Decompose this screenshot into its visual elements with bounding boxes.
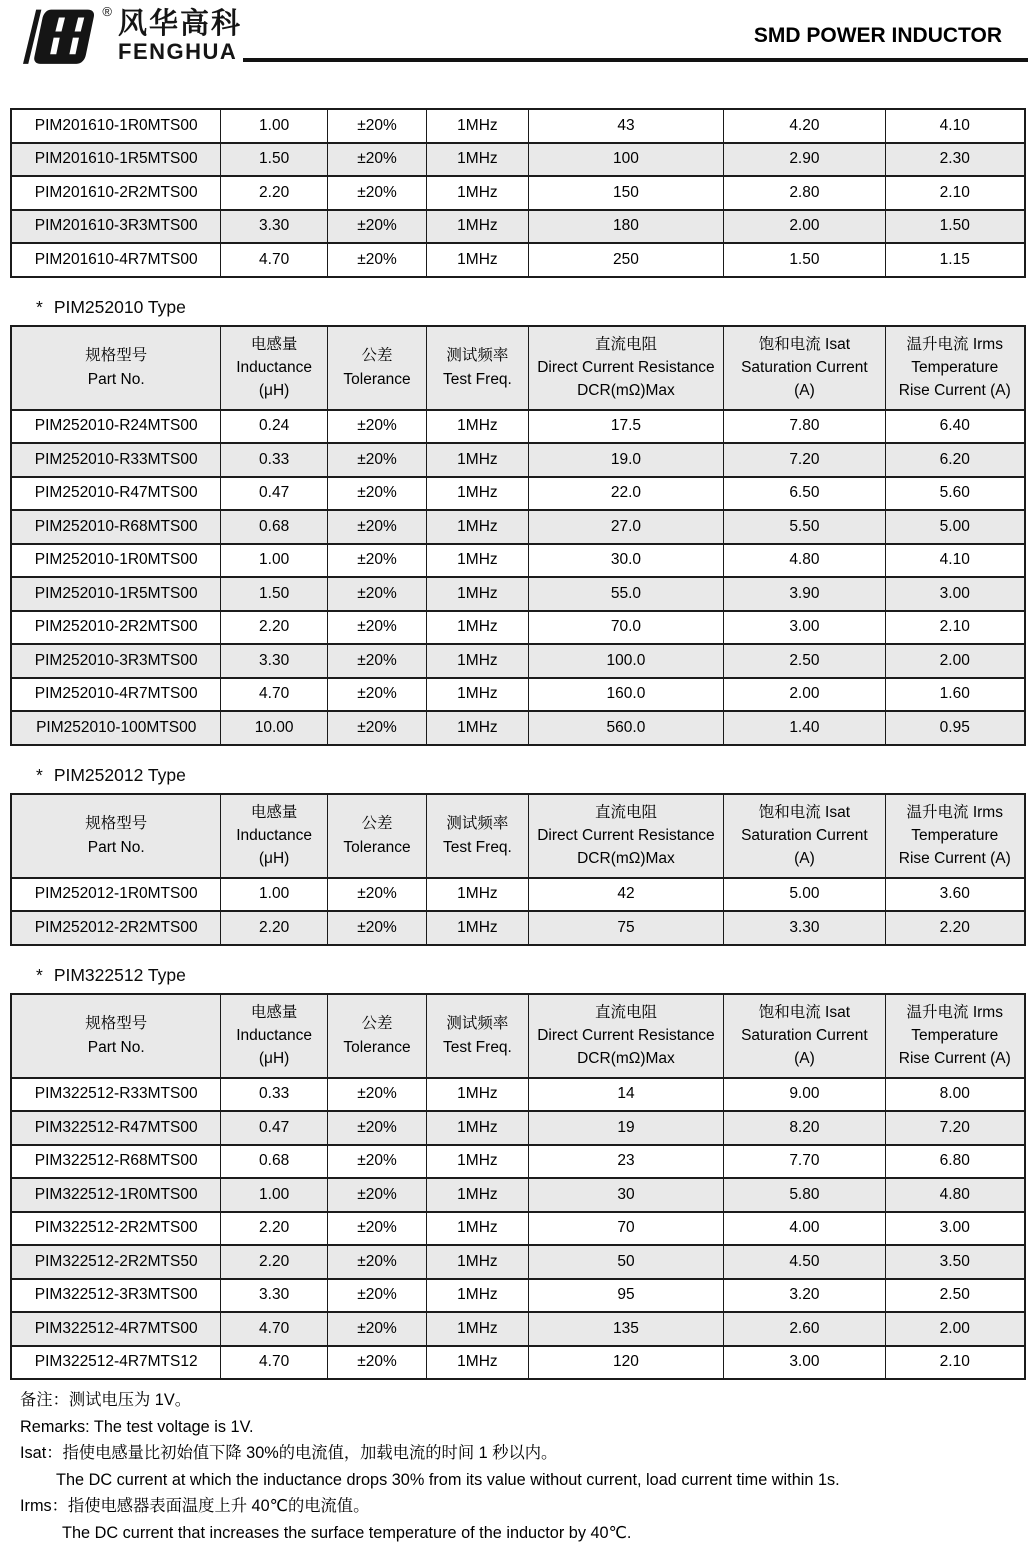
- cell-inductance: 2.20: [221, 176, 327, 210]
- col-header-isat: 饱和电流 Isat Saturation Current (A): [724, 994, 885, 1078]
- cell-dcr: 50: [528, 1245, 724, 1279]
- cell-irms: 4.10: [885, 109, 1025, 143]
- cell-part-no: PIM252010-2R2MTS00: [11, 611, 221, 645]
- cell-part-no: PIM322512-2R2MTS50: [11, 1245, 221, 1279]
- cell-isat: 4.50: [724, 1245, 885, 1279]
- table-row: [11, 1312, 1025, 1346]
- cell-irms: 5.60: [885, 477, 1025, 511]
- table-row: [11, 644, 1025, 678]
- cell-isat: 1.40: [724, 711, 885, 745]
- cell-dcr: 27.0: [528, 510, 724, 544]
- col-header-isat: 饱和电流 Isat Saturation Current (A): [724, 794, 885, 878]
- cell-dcr: 43: [528, 109, 724, 143]
- cell-irms: 2.50: [885, 1279, 1025, 1313]
- cell-part-no: PIM322512-3R3MTS00: [11, 1279, 221, 1313]
- fenghua-logo: [16, 6, 108, 64]
- cell-part-no: PIM252010-1R5MTS00: [11, 577, 221, 611]
- table-header-row: [11, 994, 1025, 1078]
- cell-dcr: 42: [528, 878, 724, 912]
- cell-test-freq: 1MHz: [427, 510, 528, 544]
- cell-inductance: 2.20: [221, 911, 327, 945]
- col-header-dcr: 直流电阻 Direct Current Resistance DCR(mΩ)Max: [528, 994, 724, 1078]
- spec-table-pim201610: [10, 108, 1026, 278]
- cell-tolerance: ±20%: [327, 109, 426, 143]
- cell-inductance: 3.30: [221, 210, 327, 244]
- cell-isat: 7.80: [724, 410, 885, 444]
- cell-tolerance: ±20%: [327, 443, 426, 477]
- irms-note-cn: Irms：指使电感器表面温度上升 40℃的电流值。: [20, 1493, 1026, 1520]
- cell-test-freq: 1MHz: [427, 410, 528, 444]
- cell-part-no: PIM201610-3R3MTS00: [11, 210, 221, 244]
- cell-irms: 6.20: [885, 443, 1025, 477]
- cell-test-freq: 1MHz: [427, 210, 528, 244]
- cell-isat: 5.00: [724, 878, 885, 912]
- brand-name-english: FENGHUA: [118, 41, 242, 63]
- table-header-row: [11, 326, 1025, 410]
- cell-test-freq: 1MHz: [427, 577, 528, 611]
- cell-isat: 7.20: [724, 443, 885, 477]
- cell-dcr: 120: [528, 1346, 724, 1380]
- cell-tolerance: ±20%: [327, 1279, 426, 1313]
- cell-test-freq: 1MHz: [427, 1145, 528, 1179]
- cell-dcr: 55.0: [528, 577, 724, 611]
- spec-table-pim252012: [10, 793, 1026, 946]
- cell-dcr: 135: [528, 1312, 724, 1346]
- cell-test-freq: 1MHz: [427, 1312, 528, 1346]
- cell-tolerance: ±20%: [327, 1145, 426, 1179]
- cell-tolerance: ±20%: [327, 577, 426, 611]
- cell-part-no: PIM252010-R47MTS00: [11, 477, 221, 511]
- cell-isat: 2.90: [724, 143, 885, 177]
- datasheet-body: [10, 108, 1026, 1546]
- cell-part-no: PIM322512-R47MTS00: [11, 1111, 221, 1145]
- cell-irms: 2.00: [885, 644, 1025, 678]
- cell-inductance: 2.20: [221, 611, 327, 645]
- col-header-dcr: 直流电阻 Direct Current Resistance DCR(mΩ)Max: [528, 794, 724, 878]
- cell-test-freq: 1MHz: [427, 1279, 528, 1313]
- cell-tolerance: ±20%: [327, 1346, 426, 1380]
- table-row: [11, 210, 1025, 244]
- col-header-isat: 饱和电流 Isat Saturation Current (A): [724, 326, 885, 410]
- section-marker: *: [36, 965, 43, 986]
- cell-isat: 4.80: [724, 544, 885, 578]
- header-divider: [243, 58, 1028, 62]
- cell-part-no: PIM252012-2R2MTS00: [11, 911, 221, 945]
- col-header-irms: 温升电流 Irms Temperature Rise Current (A): [885, 794, 1025, 878]
- table-row: [11, 878, 1025, 912]
- cell-irms: 6.40: [885, 410, 1025, 444]
- cell-dcr: 19: [528, 1111, 724, 1145]
- cell-tolerance: ±20%: [327, 1078, 426, 1112]
- cell-dcr: 17.5: [528, 410, 724, 444]
- col-header-test-freq: 测试频率 Test Freq.: [427, 794, 528, 878]
- cell-irms: 3.50: [885, 1245, 1025, 1279]
- cell-inductance: 2.20: [221, 1245, 327, 1279]
- cell-tolerance: ±20%: [327, 1178, 426, 1212]
- cell-isat: 3.20: [724, 1279, 885, 1313]
- cell-test-freq: 1MHz: [427, 143, 528, 177]
- cell-inductance: 1.00: [221, 544, 327, 578]
- cell-test-freq: 1MHz: [427, 109, 528, 143]
- cell-dcr: 150: [528, 176, 724, 210]
- cell-irms: 4.80: [885, 1178, 1025, 1212]
- cell-test-freq: 1MHz: [427, 711, 528, 745]
- table-row: [11, 477, 1025, 511]
- cell-tolerance: ±20%: [327, 477, 426, 511]
- cell-tolerance: ±20%: [327, 711, 426, 745]
- cell-inductance: 1.00: [221, 878, 327, 912]
- cell-dcr: 19.0: [528, 443, 724, 477]
- cell-tolerance: ±20%: [327, 510, 426, 544]
- cell-isat: 5.50: [724, 510, 885, 544]
- cell-part-no: PIM252010-R68MTS00: [11, 510, 221, 544]
- cell-test-freq: 1MHz: [427, 878, 528, 912]
- cell-isat: 1.50: [724, 243, 885, 277]
- cell-dcr: 100: [528, 143, 724, 177]
- cell-dcr: 22.0: [528, 477, 724, 511]
- cell-irms: 2.20: [885, 911, 1025, 945]
- section-title: PIM322512 Type: [54, 965, 186, 986]
- cell-dcr: 160.0: [528, 678, 724, 712]
- cell-isat: 3.30: [724, 911, 885, 945]
- cell-test-freq: 1MHz: [427, 644, 528, 678]
- cell-tolerance: ±20%: [327, 1212, 426, 1246]
- table-row: [11, 109, 1025, 143]
- cell-inductance: 4.70: [221, 243, 327, 277]
- cell-isat: 3.90: [724, 577, 885, 611]
- cell-tolerance: ±20%: [327, 911, 426, 945]
- cell-tolerance: ±20%: [327, 410, 426, 444]
- cell-isat: 4.00: [724, 1212, 885, 1246]
- cell-irms: 2.10: [885, 611, 1025, 645]
- section-title: PIM252012 Type: [54, 765, 186, 786]
- cell-inductance: 0.47: [221, 1111, 327, 1145]
- cell-inductance: 0.68: [221, 1145, 327, 1179]
- cell-test-freq: 1MHz: [427, 477, 528, 511]
- cell-test-freq: 1MHz: [427, 1212, 528, 1246]
- cell-isat: 2.50: [724, 644, 885, 678]
- cell-tolerance: ±20%: [327, 1111, 426, 1145]
- table-row: [11, 1346, 1025, 1380]
- cell-part-no: PIM201610-2R2MTS00: [11, 176, 221, 210]
- cell-part-no: PIM322512-4R7MTS00: [11, 1312, 221, 1346]
- cell-part-no: PIM201610-1R0MTS00: [11, 109, 221, 143]
- cell-irms: 2.10: [885, 176, 1025, 210]
- cell-test-freq: 1MHz: [427, 1111, 528, 1145]
- cell-part-no: PIM252010-1R0MTS00: [11, 544, 221, 578]
- cell-test-freq: 1MHz: [427, 1178, 528, 1212]
- col-header-dcr: 直流电阻 Direct Current Resistance DCR(mΩ)Max: [528, 326, 724, 410]
- cell-tolerance: ±20%: [327, 878, 426, 912]
- section-marker: *: [36, 765, 43, 786]
- table-row: [11, 443, 1025, 477]
- cell-dcr: 23: [528, 1145, 724, 1179]
- col-header-irms: 温升电流 Irms Temperature Rise Current (A): [885, 326, 1025, 410]
- col-header-irms: 温升电流 Irms Temperature Rise Current (A): [885, 994, 1025, 1078]
- cell-isat: 5.80: [724, 1178, 885, 1212]
- cell-tolerance: ±20%: [327, 644, 426, 678]
- cell-test-freq: 1MHz: [427, 243, 528, 277]
- table-row: [11, 577, 1025, 611]
- col-header-part-no: 规格型号 Part No.: [11, 794, 221, 878]
- cell-part-no: PIM322512-R33MTS00: [11, 1078, 221, 1112]
- cell-tolerance: ±20%: [327, 678, 426, 712]
- cell-inductance: 3.30: [221, 644, 327, 678]
- col-header-part-no: 规格型号 Part No.: [11, 326, 221, 410]
- col-header-tolerance: 公差 Tolerance: [327, 994, 426, 1078]
- cell-dcr: 30.0: [528, 544, 724, 578]
- cell-part-no: PIM252010-3R3MTS00: [11, 644, 221, 678]
- cell-part-no: PIM201610-1R5MTS00: [11, 143, 221, 177]
- cell-irms: 1.50: [885, 210, 1025, 244]
- cell-test-freq: 1MHz: [427, 611, 528, 645]
- cell-isat: 2.00: [724, 678, 885, 712]
- cell-irms: 3.00: [885, 577, 1025, 611]
- cell-inductance: 4.70: [221, 1346, 327, 1380]
- table-row: [11, 410, 1025, 444]
- table-row: [11, 1111, 1025, 1145]
- table-row: [11, 1078, 1025, 1112]
- cell-test-freq: 1MHz: [427, 1078, 528, 1112]
- cell-dcr: 75: [528, 911, 724, 945]
- cell-irms: 5.00: [885, 510, 1025, 544]
- cell-inductance: 0.33: [221, 1078, 327, 1112]
- table-row: [11, 176, 1025, 210]
- table-row: [11, 1145, 1025, 1179]
- cell-test-freq: 1MHz: [427, 176, 528, 210]
- section-marker: *: [36, 297, 43, 318]
- cell-inductance: 1.00: [221, 1178, 327, 1212]
- cell-isat: 9.00: [724, 1078, 885, 1112]
- cell-isat: 4.20: [724, 109, 885, 143]
- cell-dcr: 95: [528, 1279, 724, 1313]
- isat-note-cn: Isat：指使电感量比初始值下降 30%的电流值，加载电流的时间 1 秒以内。: [20, 1440, 1026, 1467]
- cell-isat: 8.20: [724, 1111, 885, 1145]
- cell-tolerance: ±20%: [327, 1312, 426, 1346]
- cell-dcr: 70: [528, 1212, 724, 1246]
- page-title: SMD POWER INDUCTOR: [754, 24, 1002, 48]
- cell-test-freq: 1MHz: [427, 1346, 528, 1380]
- brand: [16, 6, 242, 64]
- cell-isat: 2.00: [724, 210, 885, 244]
- table-row: [11, 611, 1025, 645]
- cell-part-no: PIM252010-4R7MTS00: [11, 678, 221, 712]
- section-heading-pim252010: [36, 297, 1026, 318]
- cell-dcr: 30: [528, 1178, 724, 1212]
- cell-inductance: 0.24: [221, 410, 327, 444]
- cell-dcr: 14: [528, 1078, 724, 1112]
- cell-irms: 7.20: [885, 1111, 1025, 1145]
- col-header-inductance: 电感量 Inductance (μH): [221, 994, 327, 1078]
- cell-irms: 6.80: [885, 1145, 1025, 1179]
- cell-test-freq: 1MHz: [427, 911, 528, 945]
- cell-irms: 1.60: [885, 678, 1025, 712]
- cell-dcr: 560.0: [528, 711, 724, 745]
- table-row: [11, 1178, 1025, 1212]
- cell-irms: 1.15: [885, 243, 1025, 277]
- cell-part-no: PIM322512-2R2MTS00: [11, 1212, 221, 1246]
- table-row: [11, 678, 1025, 712]
- spec-table-pim252010: [10, 325, 1026, 746]
- cell-isat: 6.50: [724, 477, 885, 511]
- remark-line-cn: 备注：测试电压为 1V。: [20, 1387, 1026, 1414]
- isat-note-en: The DC current at which the inductance drops 30% from its value without current, load current time within 1s.: [20, 1467, 1026, 1494]
- cell-irms: 4.10: [885, 544, 1025, 578]
- cell-irms: 3.00: [885, 1212, 1025, 1246]
- col-header-inductance: 电感量 Inductance (μH): [221, 326, 327, 410]
- remark-line-en: Remarks: The test voltage is 1V.: [20, 1414, 1026, 1441]
- col-header-test-freq: 测试频率 Test Freq.: [427, 994, 528, 1078]
- cell-part-no: PIM322512-1R0MTS00: [11, 1178, 221, 1212]
- cell-inductance: 0.47: [221, 477, 327, 511]
- table-row: [11, 1245, 1025, 1279]
- col-header-inductance: 电感量 Inductance (μH): [221, 794, 327, 878]
- cell-part-no: PIM322512-R68MTS00: [11, 1145, 221, 1179]
- cell-test-freq: 1MHz: [427, 443, 528, 477]
- cell-tolerance: ±20%: [327, 176, 426, 210]
- section-title: PIM252010 Type: [54, 297, 186, 318]
- brand-name-chinese: 风华高科: [118, 10, 242, 39]
- cell-inductance: 4.70: [221, 678, 327, 712]
- cell-tolerance: ±20%: [327, 611, 426, 645]
- cell-test-freq: 1MHz: [427, 1245, 528, 1279]
- cell-irms: 2.30: [885, 143, 1025, 177]
- table-row: [11, 243, 1025, 277]
- cell-irms: 0.95: [885, 711, 1025, 745]
- cell-dcr: 70.0: [528, 611, 724, 645]
- section-heading-pim322512: [36, 965, 1026, 986]
- cell-inductance: 0.68: [221, 510, 327, 544]
- spec-table-pim322512: [10, 993, 1026, 1381]
- cell-part-no: PIM252010-R24MTS00: [11, 410, 221, 444]
- cell-inductance: 1.50: [221, 143, 327, 177]
- table-row: [11, 143, 1025, 177]
- brand-text: [118, 6, 242, 63]
- cell-tolerance: ±20%: [327, 143, 426, 177]
- cell-isat: 7.70: [724, 1145, 885, 1179]
- cell-inductance: 1.50: [221, 577, 327, 611]
- cell-irms: 3.60: [885, 878, 1025, 912]
- cell-part-no: PIM322512-4R7MTS12: [11, 1346, 221, 1380]
- col-header-test-freq: 测试频率 Test Freq.: [427, 326, 528, 410]
- irms-note-en: The DC current that increases the surface temperature of the inductor by 40℃.: [20, 1520, 1026, 1546]
- cell-inductance: 1.00: [221, 109, 327, 143]
- cell-part-no: PIM252010-100MTS00: [11, 711, 221, 745]
- cell-inductance: 0.33: [221, 443, 327, 477]
- cell-part-no: PIM252010-R33MTS00: [11, 443, 221, 477]
- cell-dcr: 250: [528, 243, 724, 277]
- cell-isat: 3.00: [724, 611, 885, 645]
- cell-test-freq: 1MHz: [427, 544, 528, 578]
- table-header-row: [11, 794, 1025, 878]
- cell-irms: 2.10: [885, 1346, 1025, 1380]
- cell-part-no: PIM201610-4R7MTS00: [11, 243, 221, 277]
- cell-dcr: 100.0: [528, 644, 724, 678]
- table-row: [11, 711, 1025, 745]
- cell-tolerance: ±20%: [327, 1245, 426, 1279]
- page-header: [0, 0, 1036, 70]
- cell-dcr: 180: [528, 210, 724, 244]
- cell-isat: 2.60: [724, 1312, 885, 1346]
- cell-test-freq: 1MHz: [427, 678, 528, 712]
- table-row: [11, 510, 1025, 544]
- cell-inductance: 4.70: [221, 1312, 327, 1346]
- cell-irms: 2.00: [885, 1312, 1025, 1346]
- section-heading-pim252012: [36, 765, 1026, 786]
- col-header-tolerance: 公差 Tolerance: [327, 326, 426, 410]
- cell-irms: 8.00: [885, 1078, 1025, 1112]
- cell-isat: 3.00: [724, 1346, 885, 1380]
- cell-tolerance: ±20%: [327, 544, 426, 578]
- cell-isat: 2.80: [724, 176, 885, 210]
- table-row: [11, 1212, 1025, 1246]
- col-header-part-no: 规格型号 Part No.: [11, 994, 221, 1078]
- cell-tolerance: ±20%: [327, 210, 426, 244]
- table-row: [11, 911, 1025, 945]
- table-row: [11, 1279, 1025, 1313]
- cell-inductance: 2.20: [221, 1212, 327, 1246]
- cell-inductance: 3.30: [221, 1279, 327, 1313]
- table-row: [11, 544, 1025, 578]
- remarks-block: [20, 1387, 1026, 1546]
- cell-part-no: PIM252012-1R0MTS00: [11, 878, 221, 912]
- cell-tolerance: ±20%: [327, 243, 426, 277]
- cell-inductance: 10.00: [221, 711, 327, 745]
- col-header-tolerance: 公差 Tolerance: [327, 794, 426, 878]
- registered-icon: ®: [102, 4, 112, 19]
